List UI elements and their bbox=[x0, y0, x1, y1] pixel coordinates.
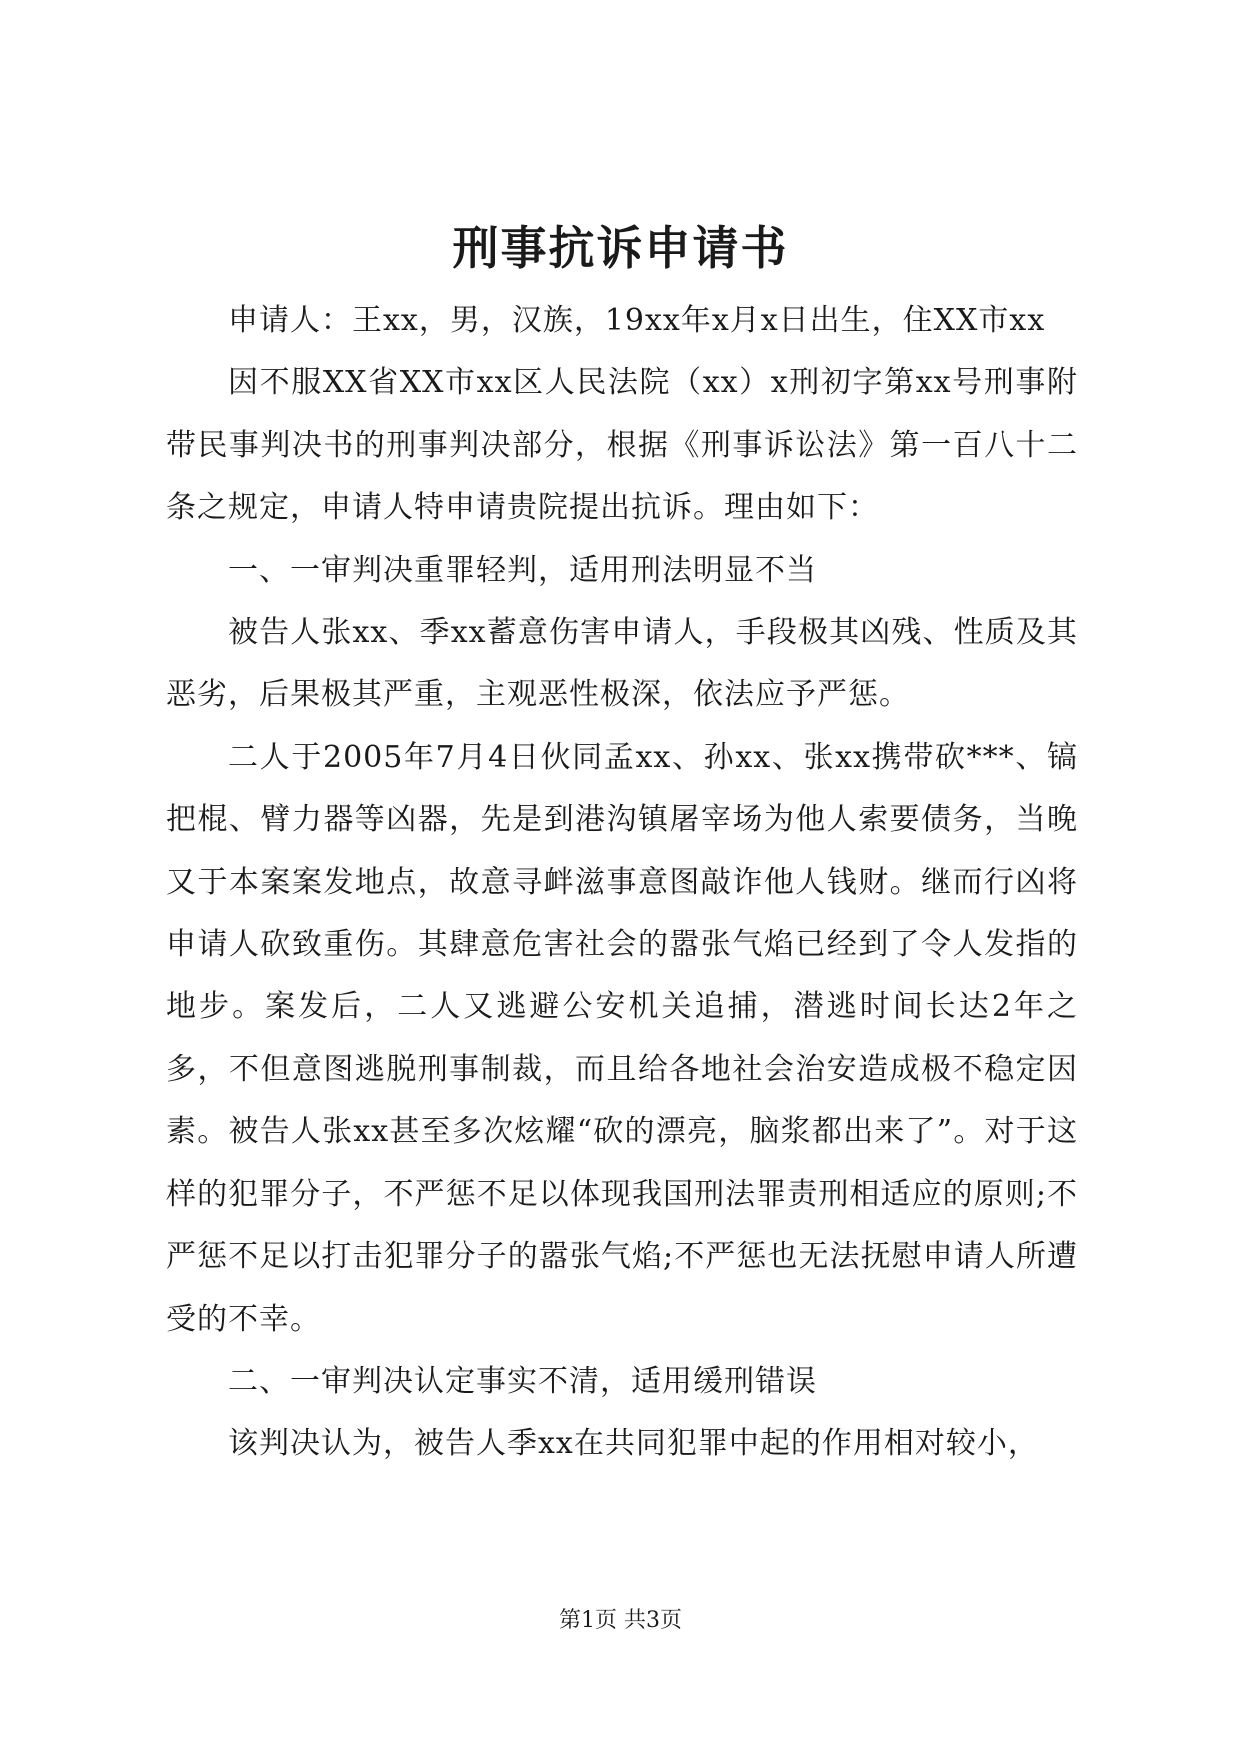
section-heading-one: 一、一审判决重罪轻判，适用刑法明显不当 bbox=[228, 552, 817, 588]
page-number-footer: 第1页 共3页 bbox=[559, 1608, 682, 1633]
section-heading-two: 二、一审判决认定事实不清，适用缓刑错误 bbox=[228, 1363, 817, 1399]
appeal-reason-paragraph: 因不服XX省XX市xx区人民法院（xx）x刑初字第xx号刑事附带民事判决书的刑事判决部分，根据《刑事诉讼法》第一百八十二条之规定，申请人特申请贵院提出抗诉。理由如下： bbox=[166, 365, 1078, 526]
body-paragraph: 二人于2005年7月4日伙同孟xx、孙xx、张xx携带砍***、镐把棍、臂力器等凶器，先是到港沟镇屠宰场为他人索要债务，当晚又于本案案发地点，故意寻衅滋事意图敲诈他人钱财。继而行凶将申请人砍致重伤。其肆意危害社会的嚣张气焰已经到了令人发指的地步。案发后，二人又逃避公安机关追捕，潜逃时间长达2年之多，不但意图逃脱刑事制裁，而且给各地社会治安造成极不稳定因素。被告人张xx甚至多次炫耀“砍的漂亮，脑浆都出来了”。对于这样的犯罪分子，不严惩不足以体现我国刑法罪责刑相适应的原则;不严惩不足以打击犯罪分子的嚣张气焰;不严惩也无法抚慰申请人所遭受的不幸。 bbox=[166, 739, 1078, 1337]
body-paragraph: 被告人张xx、季xx蓄意伤害申请人，手段极其凶残、性质及其恶劣，后果极其严重，主观恶性极深，依法应予严惩。 bbox=[166, 615, 1078, 713]
document-title: 刑事抗诉申请书 bbox=[452, 221, 789, 275]
body-paragraph: 该判决认为，被告人季xx在共同犯罪中起的作用相对较小， bbox=[228, 1426, 1039, 1462]
document-body bbox=[166, 290, 1078, 1476]
applicant-info-paragraph: 申请人：王xx，男，汉族，19xx年x月x日出生，住XX市xx bbox=[228, 303, 1046, 338]
